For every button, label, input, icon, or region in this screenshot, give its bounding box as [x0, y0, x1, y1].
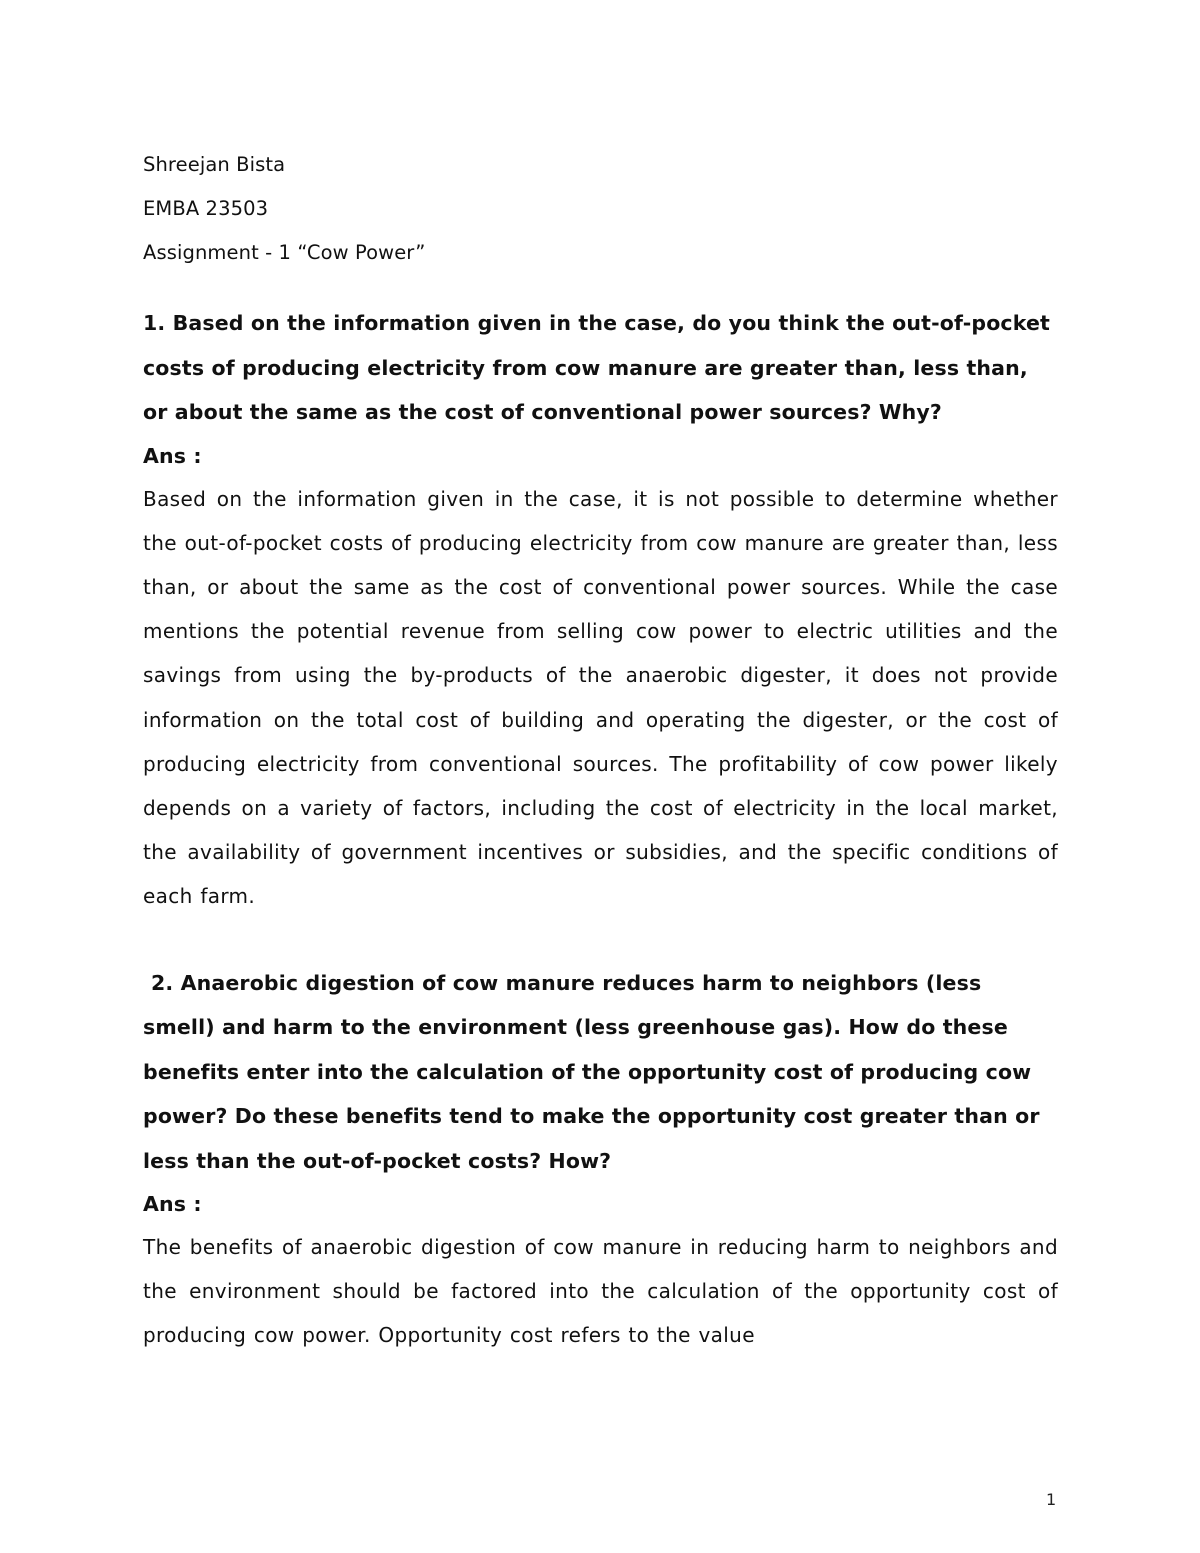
question-2-section [143, 961, 1058, 1358]
answer-2-text: The benefits of anaerobic digestion of cow manure in reducing harm to neighbors and the environment should be factored into the calculation of the opportunity cost of producing cow power. Opportunity cost refers to the value [143, 1235, 1058, 1348]
document-body [143, 143, 1058, 1358]
question-1-text: 1. Based on the information given in the case, do you think the out-of-pocket costs of producing electricity from cow manure are greater than, less than, or about the same as the cost of conventional power sources? Why? [143, 311, 1050, 424]
question-2-text: 2. Anaerobic digestion of cow manure reduces harm to neighbors (less smell) and harm to the environment (less greenhouse gas). How do these benefits enter into the calculation of the opportunity cost of producing cow power? Do these benefits tend to make the opportunity cost greater than or less than the out-of-pocket costs? How? [143, 970, 1040, 1173]
course-code: EMBA 23503 [143, 197, 269, 220]
answer-1-text: Based on the information given in the case, it is not possible to determine whether the out-of-pocket costs of producing electricity from cow manure are greater than, less than, or about the same as the cost of conventional power sources. While the case mentions the potential revenue from selling cow power to electric utilities and the savings from using the by-products of the anaerobic digester, it does not provide information on the total cost of building and operating the digester, or the cost of producing electricity from conventional sources. The profitability of cow power likely depends on a variety of factors, including the cost of electricity in the local market, the availability of government incentives or subsidies, and the specific conditions of each farm. [143, 486, 1058, 909]
page-number: 1 [1046, 1490, 1057, 1509]
assignment-title: Assignment - 1 “Cow Power” [143, 241, 426, 264]
document-header [143, 143, 1058, 275]
answer-1-label: Ans : [143, 443, 202, 468]
question-1-section [143, 301, 1058, 919]
author-name: Shreejan Bista [143, 153, 286, 176]
answer-2-label: Ans : [143, 1192, 202, 1217]
